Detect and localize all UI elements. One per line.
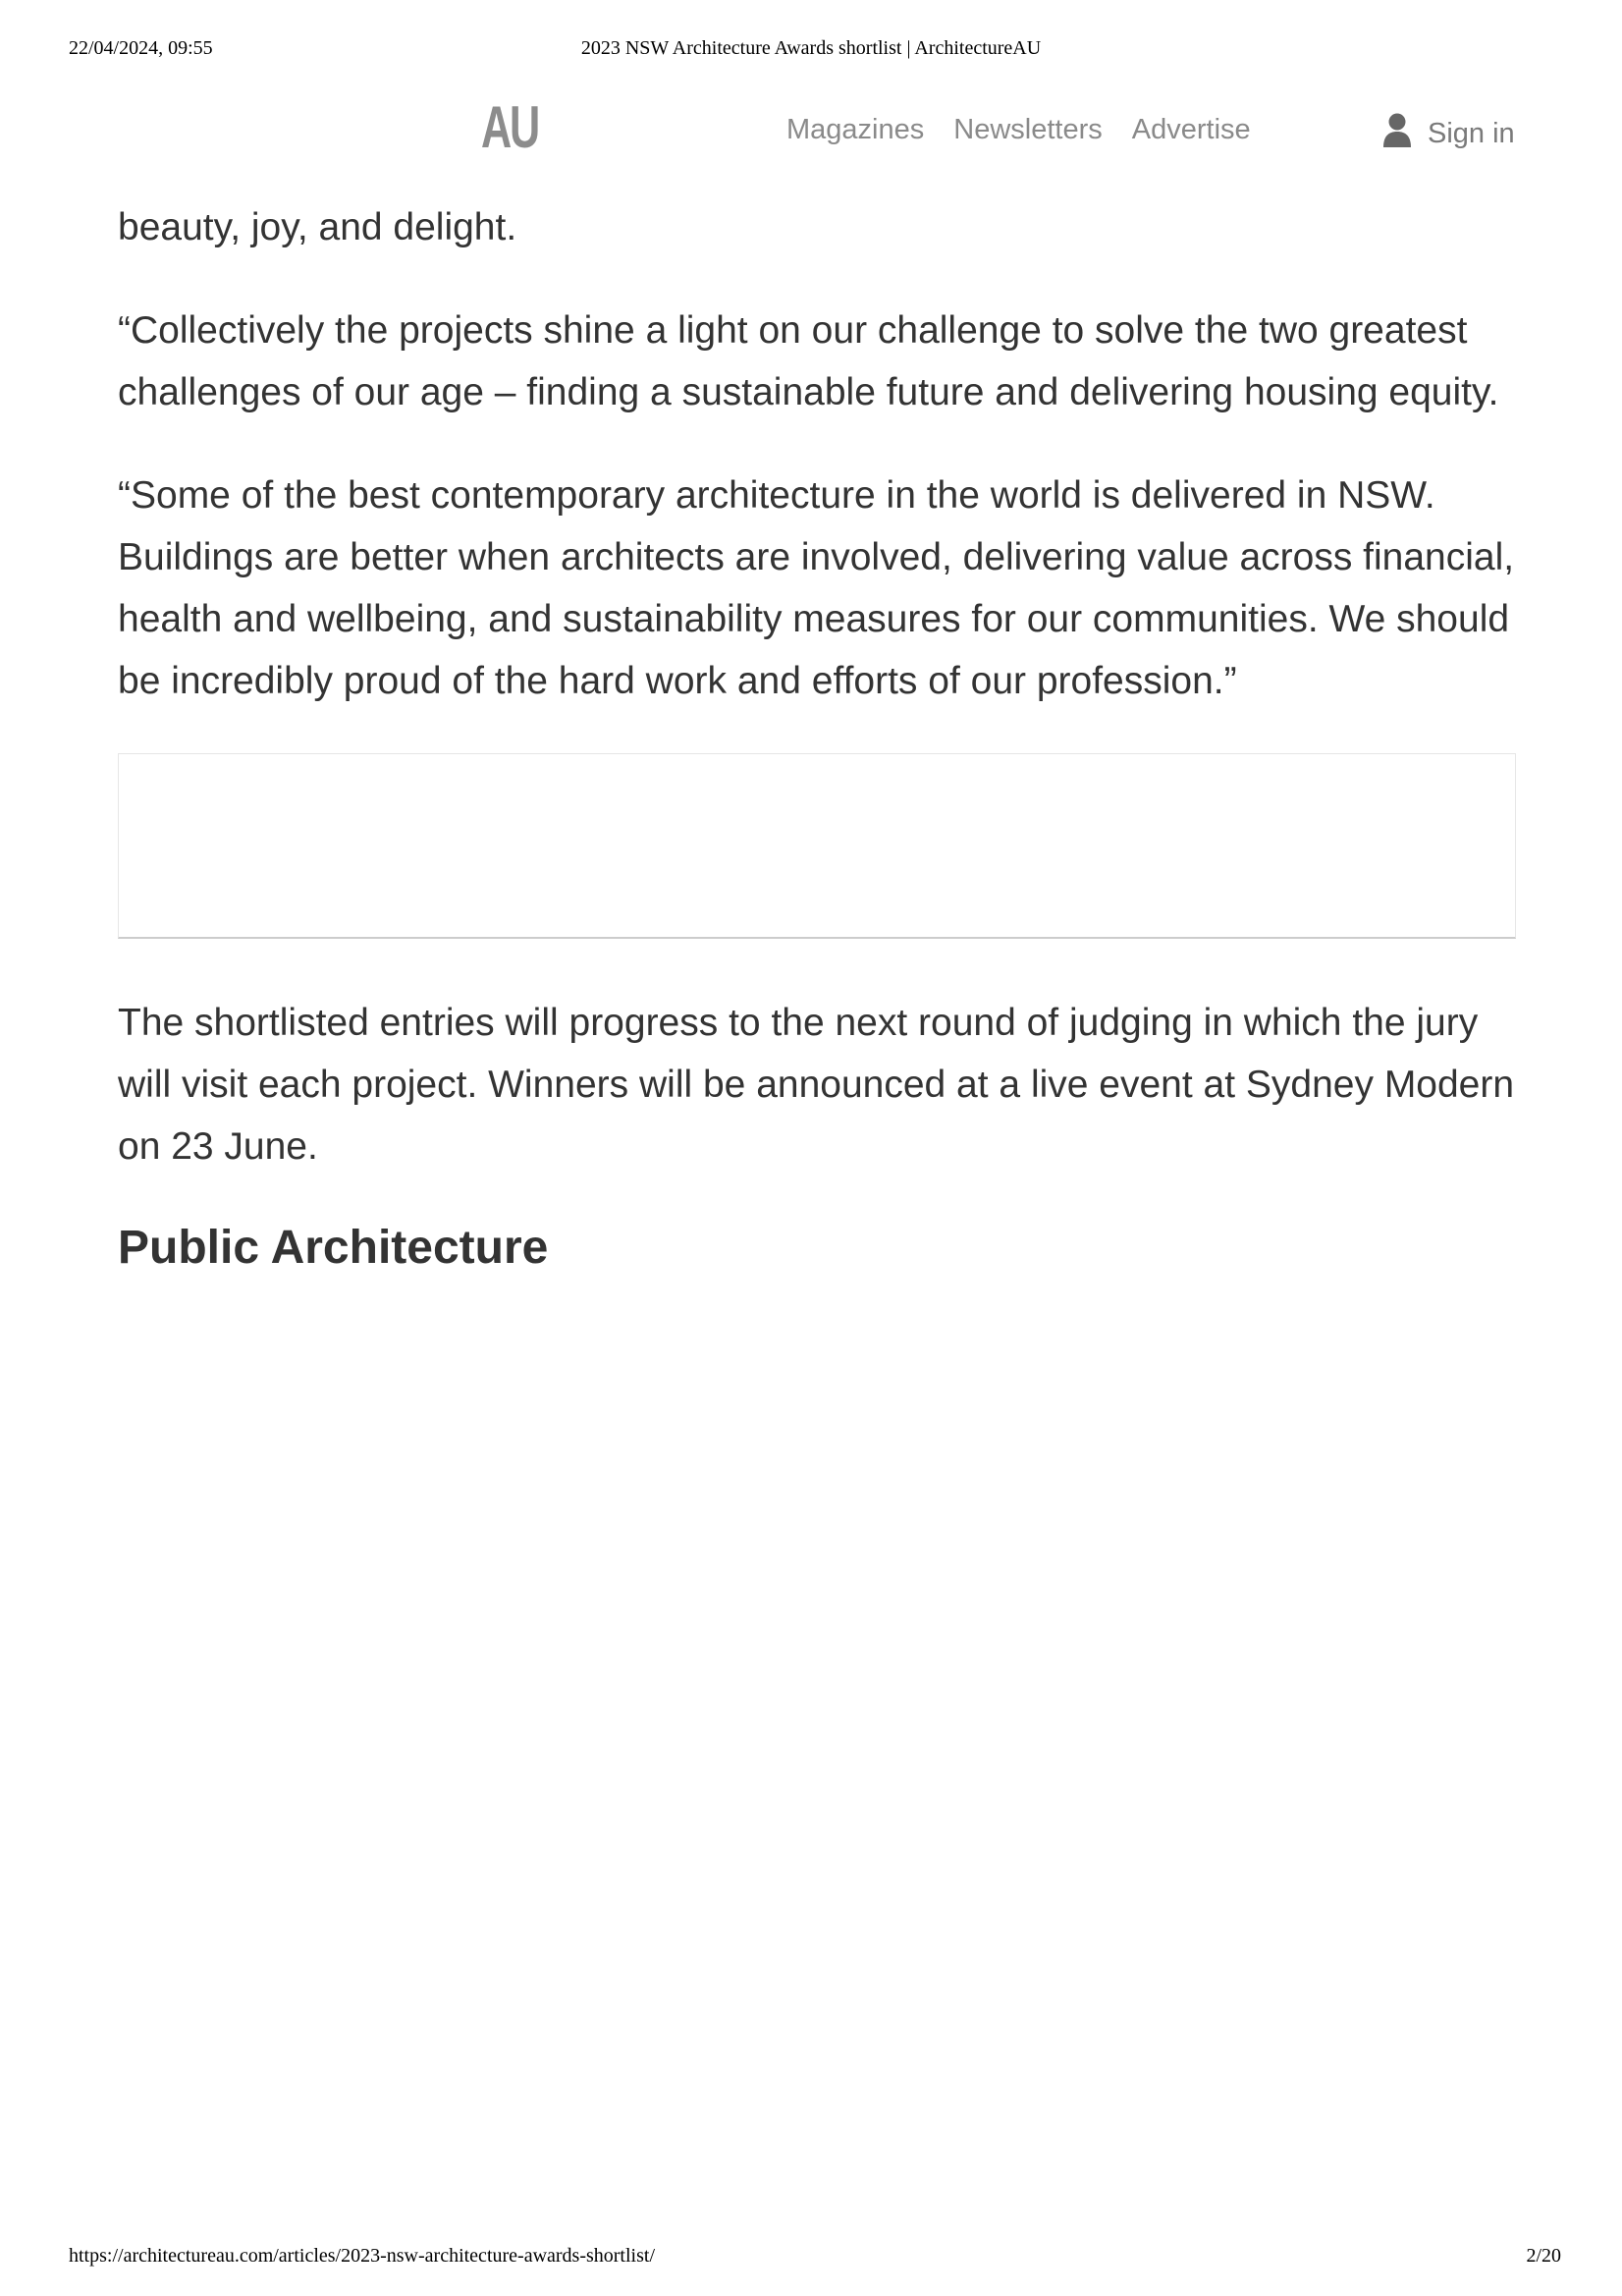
print-footer <box>0 2245 1622 2274</box>
article-paragraph: “Some of the best contemporary architecture in the world is delivered in NSW. Buildings are better when architects are involved, delivering value across financial, health and wellbeing, and sustainability measures for our communities. We should be incredibly proud of the hard work and efforts of our profession.” <box>118 474 1515 702</box>
user-icon <box>1382 113 1412 148</box>
nav-link-magazines[interactable]: Magazines <box>786 114 925 145</box>
nav-link-newsletters[interactable]: Newsletters <box>953 114 1103 145</box>
sign-in-button[interactable] <box>1382 110 1515 150</box>
print-datetime: 22/04/2024, 09:55 <box>69 37 213 59</box>
print-url: https://architectureau.com/articles/2023-nsw-architecture-awards-shortlist/ <box>69 2245 656 2267</box>
print-page-number: 2/20 <box>1526 2245 1561 2267</box>
article-paragraph: The shortlisted entries will progress to the next round of judging in which the jury will visit each project. Winners will be announced at a live event at Sydney Modern on 23 June. <box>118 1002 1515 1168</box>
article-paragraph: beauty, joy, and delight. <box>118 206 517 248</box>
section-heading: Public Architecture <box>118 1222 549 1274</box>
advertisement-slot <box>118 753 1516 939</box>
sign-in-label: Sign in <box>1428 118 1515 149</box>
nav-links <box>786 114 1280 146</box>
article-body <box>118 196 1516 1278</box>
nav-link-advertise[interactable]: Advertise <box>1131 114 1251 145</box>
site-logo[interactable]: AU <box>481 94 539 160</box>
print-header <box>0 37 1622 67</box>
site-nav <box>0 94 1622 173</box>
print-page-title: 2023 NSW Architecture Awards shortlist | ArchitectureAU <box>580 37 1042 59</box>
article-paragraph: “Collectively the projects shine a light on our challenge to solve the two greatest challenges of our age – finding a sustainable future and delivering housing equity. <box>118 309 1499 413</box>
